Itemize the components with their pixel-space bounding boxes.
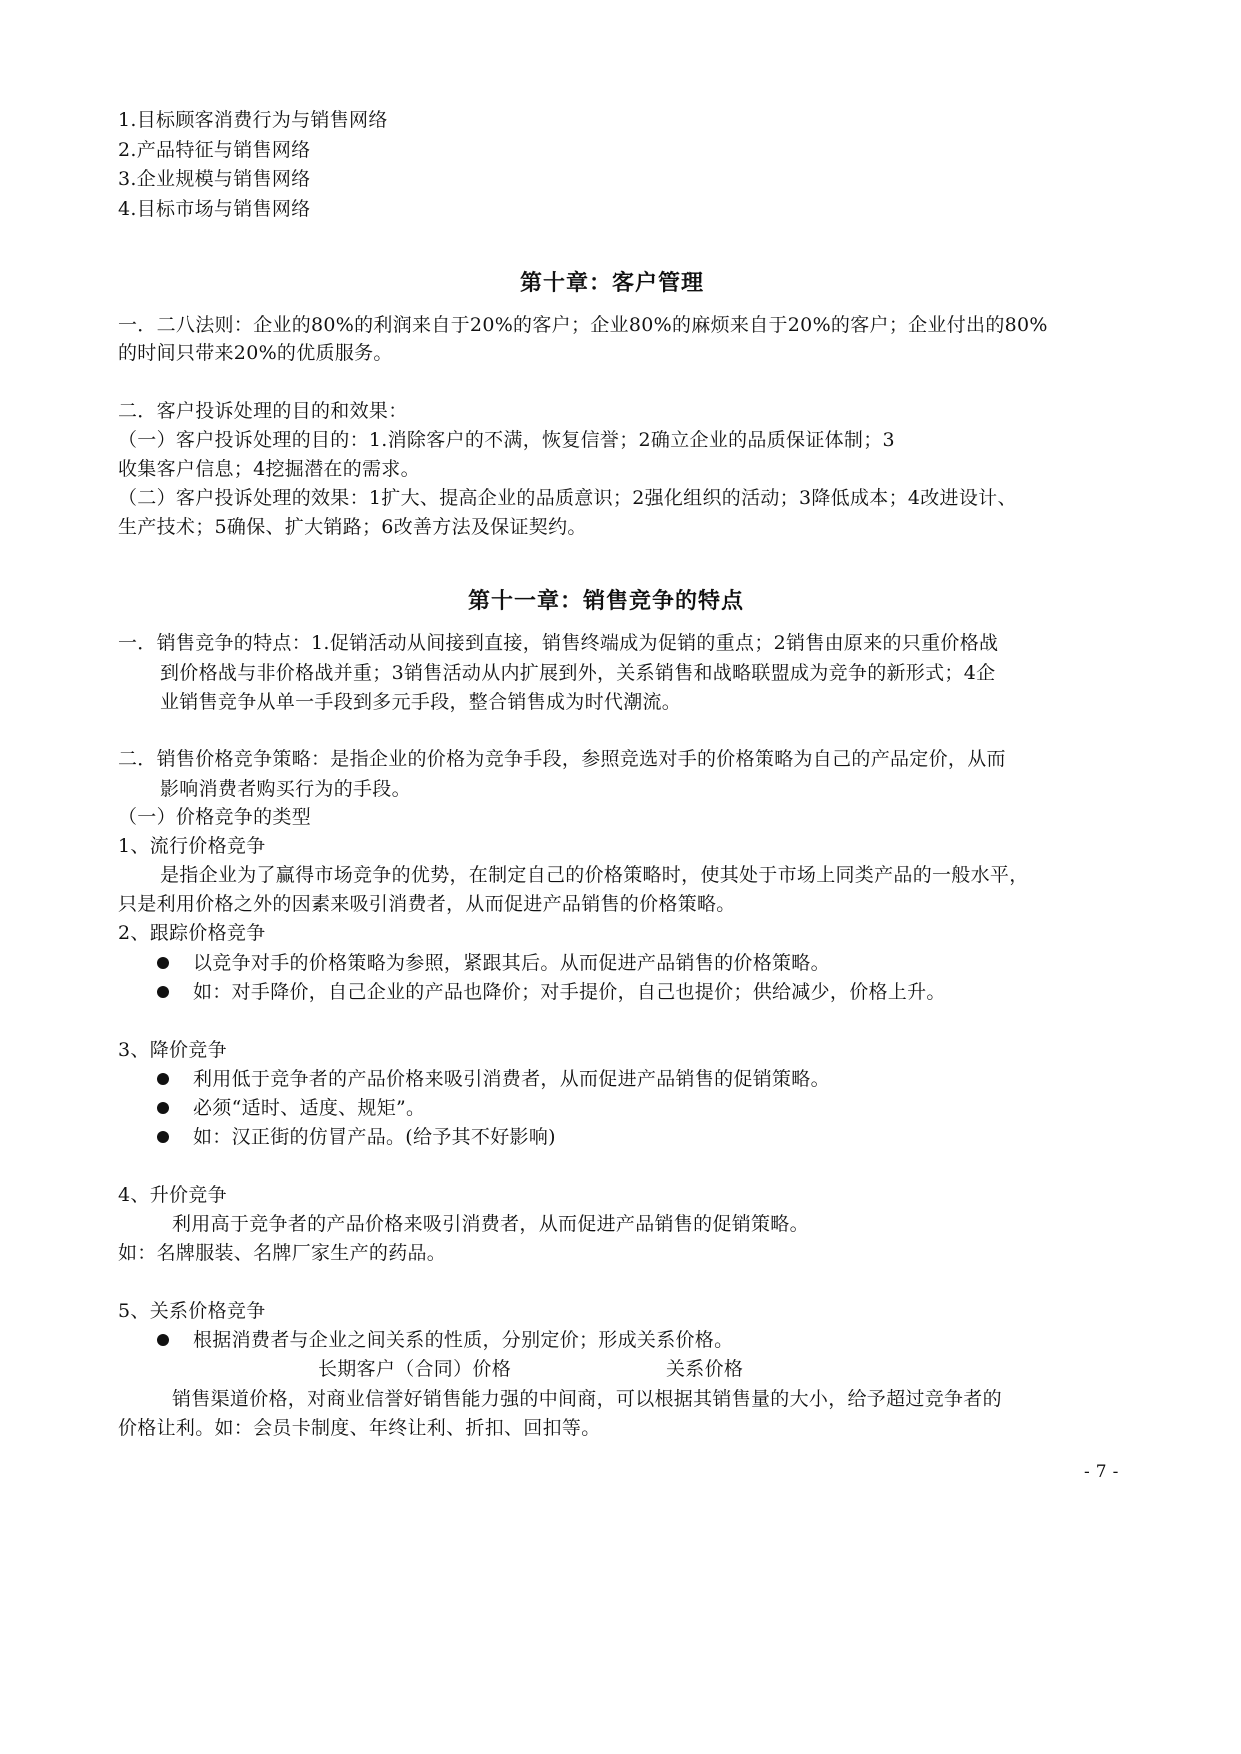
bullet-icon [157,1102,169,1114]
paragraph-line: 只是利用价格之外的因素来吸引消费者，从而促进产品销售的价格策略。 [118,893,736,915]
list-item: 3.企业规模与销售网络 [118,168,311,190]
subsection-heading: 5、关系价格竞争 [118,1300,266,1322]
subsection-heading: 3、降价竞争 [118,1039,227,1061]
paragraph-line: （二）客户投诉处理的效果：1扩大、提高企业的品质意识；2强化组织的活动；3降低成本；4改进设计、 [118,487,1017,509]
bullet-icon [157,957,169,969]
bullet-item: 如：对手降价，自己企业的产品也降价；对手提价，自己也提价；供给减少，价格上升。 [193,981,946,1003]
subsection-heading: 4、升价竞争 [118,1184,227,1206]
subsection-heading: 2、跟踪价格竞争 [118,922,266,944]
paragraph-line: 影响消费者购买行为的手段。 [160,778,411,800]
chapter-10-title: 第十章：客户管理 [520,270,705,296]
paragraph-line: 二．销售价格竞争策略：是指企业的价格为竞争手段，参照竞选对手的价格策略为自己的产品定价，从而 [118,748,1006,770]
bullet-item: 如：汉正街的仿冒产品。(给予其不好影响) [193,1126,556,1148]
sub-label: 长期客户（合同）价格 [318,1358,512,1380]
paragraph-line: 业销售竞争从单一手段到多元手段，整合销售成为时代潮流。 [160,691,682,713]
page-number: - 7 - [1084,1462,1119,1482]
paragraph-line: 的时间只带来20%的优质服务。 [118,342,393,364]
list-item: 4.目标市场与销售网络 [118,198,311,220]
section-heading: （一）价格竞争的类型 [118,806,312,828]
paragraph-line: 收集客户信息；4挖掘潜在的需求。 [118,458,420,480]
bullet-item: 利用低于竞争者的产品价格来吸引消费者，从而促进产品销售的促销策略。 [193,1068,830,1090]
bullet-icon [157,986,169,998]
paragraph-line: 销售渠道价格，对商业信誉好销售能力强的中间商，可以根据其销售量的大小，给予超过竞争者的 [172,1388,1002,1410]
bullet-icon [157,1334,169,1346]
bullet-item: 以竞争对手的价格策略为参照，紧跟其后。从而促进产品销售的价格策略。 [193,952,830,974]
bullet-icon [157,1073,169,1085]
bullet-item: 根据消费者与企业之间关系的性质，分别定价；形成关系价格。 [193,1329,734,1351]
paragraph-line: 如：名牌服装、名牌厂家生产的药品。 [118,1242,447,1264]
section-heading: 二．客户投诉处理的目的和效果： [118,400,408,422]
list-item: 2.产品特征与销售网络 [118,139,311,161]
paragraph-line: 利用高于竞争者的产品价格来吸引消费者，从而促进产品销售的促销策略。 [172,1213,809,1235]
bullet-icon [157,1131,169,1143]
subsection-heading: 1、流行价格竞争 [118,835,266,857]
paragraph-line: 一．销售竞争的特点：1.促销活动从间接到直接，销售终端成为促销的重点；2销售由原来的只重价格战 [118,632,999,654]
paragraph-line: 到价格战与非价格战并重；3销售活动从内扩展到外，关系销售和战略联盟成为竞争的新形式；4企 [160,662,996,684]
bullet-item: 必须“适时、适度、规矩”。 [193,1097,426,1119]
paragraph-line: 一．二八法则：企业的80%的利润来自于20%的客户；企业80%的麻烦来自于20%的客户；企业付出的80% [118,314,1048,336]
sub-label: 关系价格 [666,1358,744,1380]
paragraph-line: 是指企业为了赢得市场竞争的优势，在制定自己的价格策略时，使其处于市场上同类产品的一般水平， [160,864,1029,886]
paragraph-line: 生产技术；5确保、扩大销路；6改善方法及保证契约。 [118,516,587,538]
paragraph-line: 价格让利。如：会员卡制度、年终让利、折扣、回扣等。 [118,1417,601,1439]
paragraph-line: （一）客户投诉处理的目的：1.消除客户的不满，恢复信誉；2确立企业的品质保证体制；3 [118,429,895,451]
chapter-11-title: 第十一章：销售竞争的特点 [468,588,745,614]
list-item: 1.目标顾客消费行为与销售网络 [118,109,388,131]
